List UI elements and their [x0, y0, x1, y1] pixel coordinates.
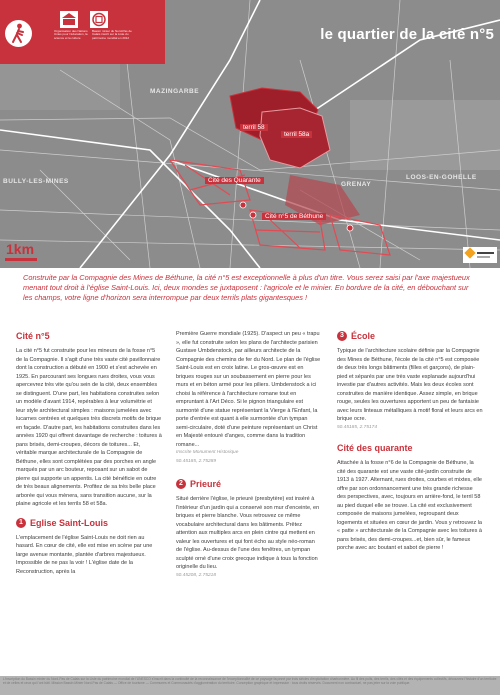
section-title-eglise [16, 517, 162, 529]
column-1 [16, 330, 162, 576]
zone-label-terril-58a[interactable]: terril 58a [281, 131, 312, 138]
site-map[interactable] [0, 0, 500, 268]
column-2 [176, 330, 322, 580]
pedestrian-icon [5, 20, 32, 47]
column-3 [337, 330, 483, 553]
zone-label-cite-5[interactable]: Cité n°5 de Béthune [262, 213, 326, 220]
unesco-logo-icon [60, 11, 78, 28]
brand-header [0, 0, 165, 64]
section-title-prieure [176, 478, 322, 490]
world-heritage-emblem-icon [90, 11, 108, 28]
place-label: BULLY-LES-MINES [3, 178, 69, 185]
monument-credit: Inscrite Monument Historique [176, 450, 239, 455]
scale-bar [5, 258, 37, 261]
place-label: MAZINGARBE [150, 88, 200, 95]
intro-paragraph: Construite par la Compagnie des Mines de Béthune, la cité n°5 est exceptionnelle à plus d'un titre. Vous serez saisi par l'axe majestueux menant tout droit à l'église Saint-Louis. Ici, deux mondes se juxtaposent : l'agricole et le minier. En bordure de la cité, en débouchant sur les champs, votre ligne d'horizon sera interrompue par deux terrils plats gigantesques ! [23, 273, 470, 303]
scale-label: 1km [6, 241, 35, 257]
section-title-text: Cité des quarante [337, 443, 413, 453]
page-title: le quartier de la cité n°5 [320, 26, 494, 43]
place-label: LOOS-EN-GOHELLE [406, 174, 477, 181]
gps-reference: 50.45185, 2.75289 [176, 458, 217, 464]
zone-label-cite-des-quarante[interactable]: Cité des Quarante [205, 177, 264, 184]
section-title-cite-5 [16, 330, 162, 342]
gps-reference: 50.45208, 2.75218 [176, 572, 217, 578]
section-title-text: Eglise Saint-Louis [30, 517, 109, 528]
section-body-cite-5: La cité n°5 fut construite pour les mineurs de la fosse n°5 de la Compagnie. Il s'agit d'une très vaste cité pavillonnaire dont la construction a débuté en 1900 et s'est achevée en 1925. En parcourant ses longues rues droites, vous vous apercevrez très vite qu'ou sein de la cité, deux ensembles se distinguent. D'une part, les habitations construites selon un modèle d'avant 1914, repérables à leur volumétrie et leur style architectural simples : maisons jumelées avec lucarnes centrées et quelques très discrets motifs de brique en façade. D'autre part, les habitations construites dans les années 1920 qui offrent davantage de recherche : toitures à pans brisés, demi-croupes, décors de toitures... Et, véritable marque architecturale de la Compagnie de Béthune, elles sont complétées par des porches en angle marqués par un arc bouteur, reposant sur un sabot de pierre qui supporte un appentis. La cité bénéficie en outre de très beaux alignements. Profitez de sa très belle place arborée qui vous mènera, sans transition aucune, sur la plaine agricole et les terrils 58 et 58a. [16, 348, 162, 507]
section-body-quarante: Attachée à la fosse n°6 de la Compagnie de Béthune, la cité des quarante est une vaste cité-jardin construite de 1913 à 1927. Alternant, rues droites, courbes et mixtes, elle offre par son ordonnancement une très grande richesse des perspectives, avec, toujours en arrière-fond, le terril 58 au pied duquel elle se trouve. La cité est exclusivement composée de maisons jumelées, regroupant deux logements et situées en cœur de jardin. Vous y retrouvez la « patte » architecturale de la Compagnie avec les toitures à pans brisés, des demi-croupes...et, bien sûr, le fameux porche avec arc boutant et sabot de pierre ! [337, 460, 482, 551]
section-body-eglise-continued: Première Guerre mondiale (1925). D'aspect un peu « trapu », elle fut construite selon les plans de l'architecte parisien Gustave Umbdenstock, par ailleurs architecte de la Compagnie des chemins de fer du Nord. Le plan de l'église Saint-Louis est en croix latine. Le gros-œuvre est en briques rouges sur un soubassement en pierre pour les murs et en béton armé pour les piliers. Umbdenstock a ici choisi la référence à l'architecture romane tout en empruntant à l'Art Déco. Si le pignon triangulaire est surmonté d'une statue représentant la Vierge à l'Enfant, la porte d'entrée est quant à elle surmontée d'un tympan semi-circulaire, doté d'une peinture représentant un Christ en Majesté entouré d'anges, comme dans la tradition romane... [176, 331, 321, 448]
section-body-eglise: L'emplacement de l'église Saint-Louis ne doit rien au hasard. En cœur de cité, elle est mise en scène par une large avenue montante, plantée d'arbres majestueux. Impossible de ne pas la voir ! L'église date de la Reconstruction, après la [16, 534, 153, 575]
section-title-quarante [337, 442, 483, 454]
zone-label-terril-58[interactable]: terril 58 [240, 124, 268, 131]
number-badge: 3 [337, 331, 347, 341]
section-title-text: Prieuré [190, 479, 222, 489]
sponsor-logo-icon [463, 247, 497, 263]
number-badge: 1 [16, 518, 26, 528]
section-body-prieure: Situé derrière l'église, le prieuré (presbytère) est inséré à l'intérieur d'un jardin qui a conservé son mur d'enceinte, en briques et pierre blanche. Vous retrouvez ce même vocabulaire architectural dans les bâtiments. Prêtez attention aux multiples arcs en plein cintre qui mettent en valeur les ouvertures et qui font écho au style néo-roman de l'église. Au-dessus de l'une des fenêtres, un tympan sculpté orné d'une croix grecque indique à tous la fonction originelle du lieu. [176, 496, 320, 570]
section-title-text: Cité n°5 [16, 331, 50, 341]
heritage-caption: Bassin minier du Nord-Pas de Calais inscrit sur la Liste du patrimoine mondial en 2012 [92, 29, 132, 40]
section-body-ecole: Typique de l'architecture scolaire définie par la Compagnie des Mines de Béthune, l'école de la cité n°5 est composée de deux très longs bâtiments (filles et garçons), de plain-pied et séparés par une très vaste esplanade aujourd'hui investie par d'autres activités. Mais les deux écoles sont construites de manière identique. Assez simple, en brique rouge, seules les ouvertures apportent un peu de fantaisie avec leurs linteaux métalliques à motif floral et leurs arcs en brique ocre. [337, 348, 483, 422]
unesco-caption: Organisation des Nations Unies pour l'éducation, la science et la culture [54, 29, 88, 40]
place-label: GRENAY [341, 181, 372, 188]
section-title-ecole [337, 330, 483, 342]
section-title-text: École [351, 331, 376, 341]
number-badge: 2 [176, 479, 186, 489]
footer-text: L'inscription du Bassin minier du Nord-Pas de Calais sur la Liste du patrimoine mondial de l'UNESCO s'inscrit dans la continuité de la reconnaissance de l'exceptionnalité de ce paysage façonné par trois siècles d'exploitation charbonnière. Au fil des puits, des terrils, des cités et des équipements collectifs, découvrez l'histoire d'un territoire et de celles et ceux qui l'ont bâti. Mission Bassin Minier Nord-Pas de Calais — Office de tourisme — Communes et Communautés d'agglomération du territoire. Conception graphique et impression : tous droits réservés. Document non contractuel, ne pas jeter sur la voie publique. [0, 676, 500, 695]
gps-reference: 50.45185, 2.75174 [337, 424, 378, 430]
